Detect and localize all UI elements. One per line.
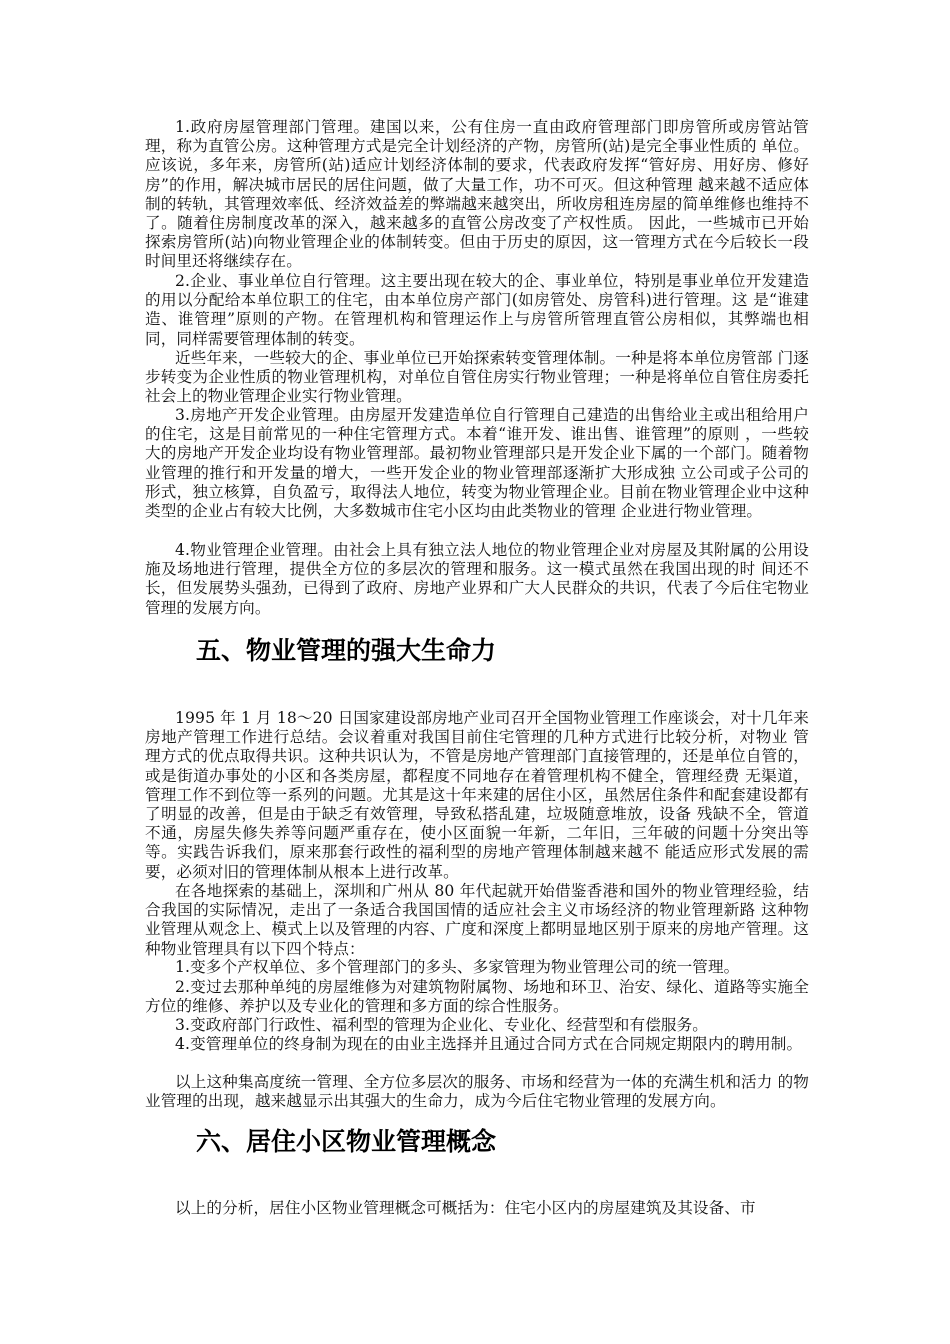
section-heading-five: 五、物业管理的强大生命力 <box>196 636 497 665</box>
paragraph-developer-management: 3.房地产开发企业管理。由房屋开发建造单位自行管理自己建造的出售给业主或出租给用户的住宅，这是目前常见的一种住宅管理方式。本着“谁开发、谁出售、谁管理”的原则 ，一些较大的房地产开发企业均设有物业管理部。最初物业管理部只是开发企业下属的一个部门。随着物业管理的推行和开发量的增大，一些开发企业的物业管理部逐渐扩大形成独 立公司或子公司的形式，独立核算，自负盈亏，取得法人地位，转变为物业管理企业。目前在物业管理企业中这种类型的企业占有较大比例，大多数城市住宅小区均由此类物业的管理 企业进行物业管理。 <box>145 406 809 521</box>
paragraph-feature-3: 3.变政府部门行政性、福利型的管理为企业化、专业化、经营型和有偿服务。 <box>175 1016 708 1034</box>
paragraph-enterprise-self-management: 2.企业、事业单位自行管理。这主要出现在较大的企、事业单位，特别是事业单位开发建造的用以分配给本单位职工的住宅，由本单位房产部门(如房管处、房管科)进行管理。这 是“谁建造、谁管理”原则的产物。在管理机构和管理运作上与房管所管理直管公房相似，其弊端也相同，同样需要管理体制的转变。 <box>145 272 809 348</box>
paragraph-government-management: 1.政府房屋管理部门管理。建国以来，公有住房一直由政府管理部门即房管所或房管站管理，称为直管公房。这种管理方式是完全计划经济的产物，房管所(站)是完全事业性质的 单位。应该说，多年来，房管所(站)适应计划经济体制的要求，代表政府发挥“管好房、用好房、修好房”的作用，解决城市居民的居住问题，做了大量工作，功不可灭。但这种管理 越来越不适应体制的转轨，其管理效率低、经济效益差的弊端越来越突出，所收房租连房屋的简单维修也维持不了。随着住房制度改革的深入，越来越多的直管公房改变了产权性质。 因此，一些城市已开始探索房管所(站)向物业管理企业的体制转变。但由于历史的原因，这一管理方式在今后较长一段时间里还将继续存在。 <box>145 118 809 271</box>
paragraph-property-company-management: 4.物业管理企业管理。由社会上具有独立法人地位的物业管理企业对房屋及其附属的公用设施及场地进行管理，提供全方位的多层次的管理和服务。这一模式虽然在我国出现的时 间还不长，但发展势头强劲，已得到了政府、房地产业界和广大人民群众的共识，代表了今后住宅物业管理的发展方向。 <box>145 541 809 617</box>
section-heading-six: 六、居住小区物业管理概念 <box>196 1127 497 1156</box>
paragraph-1995-conference: 1995 年 1 月 18～20 日国家建设部房地产业司召开全国物业管理工作座谈会，对十几年来房地产管理工作进行总结。会议着重对我国目前住宅管理的几种方式进行比较分析，对物业 管理方式的优点取得共识。这种共识认为，不管是房地产管理部门直接管理的，还是单位自管的，或是街道办事处的小区和各类房屋，都程度不同地存在着管理机构不健全，管理经费 无渠道，管理工作不到位等一系列的问题。尤其是这十年来建的居住小区，虽然居住条件和配套建设都有了明显的改善，但是由于缺乏有效管理，导致私搭乱建，垃圾随意堆放，设备 残缺不全，管道不通，房屋失修失养等问题严重存在，使小区面貌一年新，二年旧，三年破的问题十分突出等等。实践告诉我们，原来那套行政性的福利型的房地产管理体制越来越不 能适应形式发展的需要，必须对旧的管理体制从根本上进行改革。 <box>145 709 809 881</box>
paragraph-shenzhen-guangzhou: 在各地探索的基础上，深圳和广州从 80 年代起就开始借鉴香港和国外的物业管理经验，结合我国的实际情况，走出了一条适合我国国情的适应社会主义市场经济的物业管理新路 这种物业管理从观念上、模式上以及管理的内容、广度和深度上都明显地区别于原来的房地产管理。这种物业管理具有以下四个特点： <box>145 882 809 958</box>
paragraph-recent-years: 近些年来，一些较大的企、事业单位已开始探索转变管理体制。一种是将本单位房管部 门逐步转变为企业性质的物业管理机构，对单位自管住房实行物业管理；一种是将单位自管住房委托社会上的物业管理企业实行物业管理。 <box>145 349 809 406</box>
paragraph-feature-1: 1.变多个产权单位、多个管理部门的多头、多家管理为物业管理公司的统一管理。 <box>175 958 740 976</box>
paragraph-feature-4: 4.变管理单位的终身制为现在的由业主选择并且通过合同方式在合同规定期限内的聘用制。 <box>175 1035 803 1053</box>
paragraph-residential-concept: 以上的分析，居住小区物业管理概念可概括为：住宅小区内的房屋建筑及其设备、市 <box>175 1199 756 1217</box>
paragraph-feature-2: 2.变过去那种单纯的房屋维修为对建筑物附属物、场地和环卫、治安、绿化、道路等实施全方位的维修、养护以及专业化的管理和多方面的综合性服务。 <box>145 978 809 1016</box>
paragraph-conclusion: 以上这种集高度统一管理、全方位多层次的服务、市场和经营为一体的充满生机和活力 的物业管理的出现，越来越显示出其强大的生命力，成为今后住宅物业管理的发展方向。 <box>145 1073 809 1111</box>
